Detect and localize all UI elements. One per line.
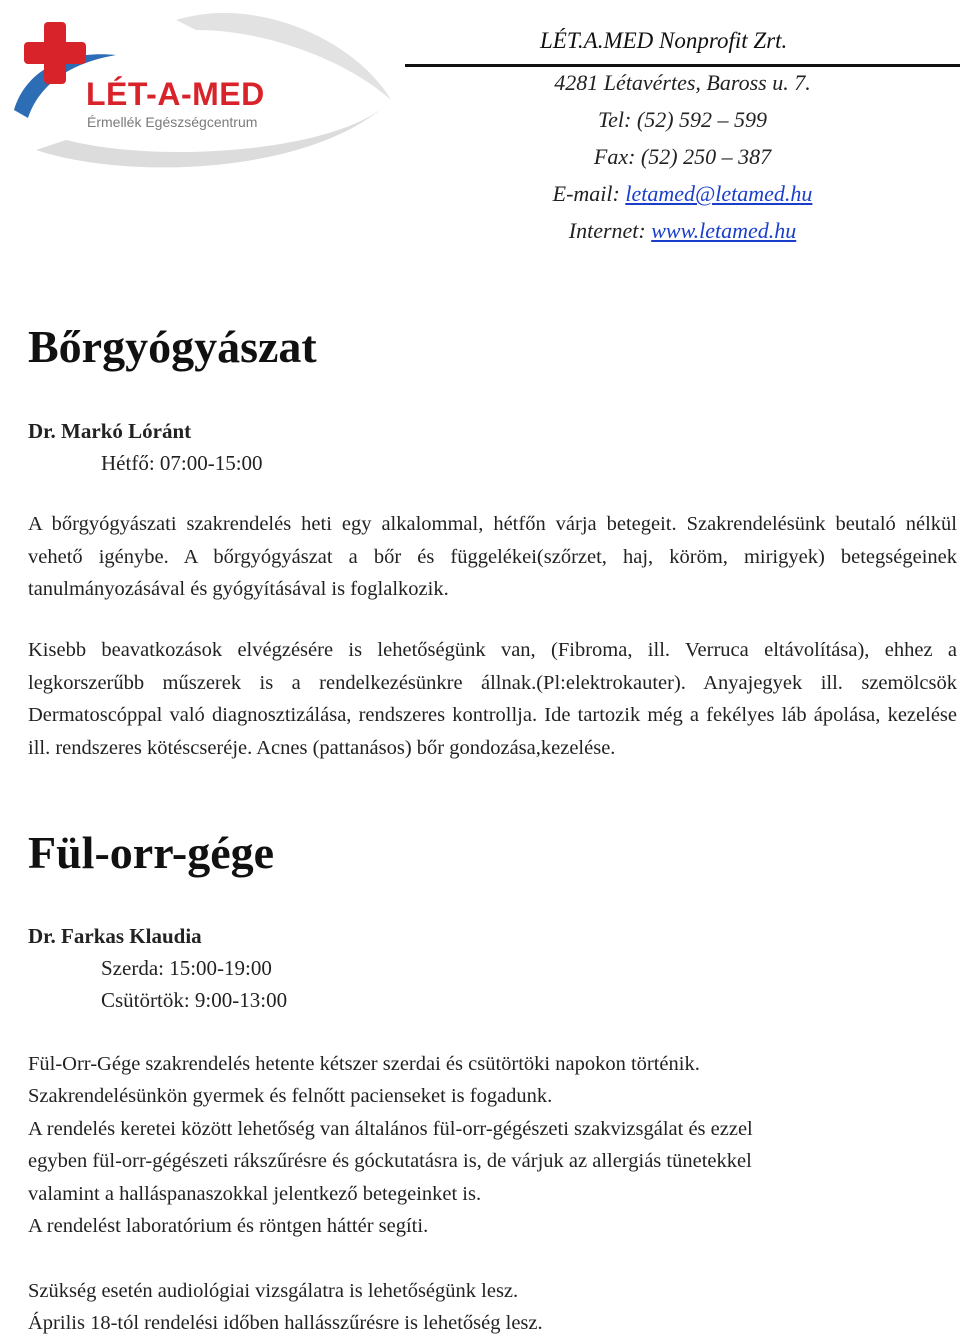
logo-name: LÉT-A-MED: [86, 76, 265, 112]
text-line: Szakrendelésünkön gyermek és felnőtt pacienseket is fogadunk.: [28, 1085, 553, 1107]
text-line: Szükség esetén audiológiai vizsgálatra is lehetőségünk lesz.: [28, 1280, 519, 1302]
doctor-name: Dr. Markó Lóránt: [28, 419, 192, 443]
text-line: Fül-Orr-Gége szakrendelés hetente kétszer szerdai és csütörtöki napokon történik.: [28, 1053, 700, 1075]
office-hours: Hétfő: 07:00-15:00: [101, 451, 263, 475]
text-line: A rendelés keretei között lehetőség van általános fül-orr-gégészeti szakvizsgálat és ezzel: [28, 1118, 753, 1140]
office-hours: Csütörtök: 9:00-13:00: [101, 988, 288, 1012]
address: 4281 Létavértes, Baross u. 7.: [554, 70, 811, 95]
internet-label: Internet:: [568, 218, 646, 243]
fax: Fax: (52) 250 – 387: [593, 144, 772, 169]
website-link[interactable]: www.letamed.hu: [651, 218, 797, 243]
paragraph-derm-intro: A bőrgyógyászati szakrendelés heti egy alkalommal, hétfőn várja betegeit. Szakrendelésünk beutaló nélkül vehető igénybe. A bőrgyógyászat a bőr és függelékei(szőrzet, haj, köröm, mirigyek) betegségeinek tanulmányozásával és gyógyításával is foglalkozik.: [28, 513, 957, 600]
doctor-name: Dr. Farkas Klaudia: [28, 924, 202, 948]
text-line: valamint a halláspanaszokkal jelentkező betegeinket is.: [28, 1183, 482, 1205]
text-line: Április 18-tól rendelési időben hallásszűrésre is lehetőség lesz.: [28, 1312, 543, 1334]
text-line: A rendelést laboratórium és röntgen háttér segíti.: [28, 1215, 429, 1237]
logo-tagline: Érmellék Egészségcentrum: [87, 114, 258, 130]
section-title-ent: Fül-orr-gége: [28, 827, 275, 878]
paragraph-derm-procedures: Kisebb beavatkozások elvégzésére is lehetőségünk van, (Fibroma, ill. Verruca eltávolítása), ehhez a legkorszerűbb műszerek is a rendelkezésünkre állnak.(Pl:elektrokauter). Anyajegyek ill. szemölcsök Dermatoscóppal való diagnosztizálása, rendszeres kontrollja. Ide tartozik még a fekélyes láb ápolása, kezelése ill. rendszeres kötéscseréje. Acnes (pattanásos) bőr gondozása,kezelése.: [28, 639, 957, 759]
email-label: E-mail:: [552, 181, 620, 206]
letterhead-divider: [405, 64, 960, 67]
medical-cross-icon: [24, 22, 86, 84]
phone: Tel: (52) 592 – 599: [597, 107, 768, 132]
company-logo: [6, 0, 406, 185]
internet-line: [405, 218, 960, 244]
section-title-dermatology: Bőrgyógyászat: [28, 321, 317, 372]
office-hours: Szerda: 15:00-19:00: [101, 956, 272, 980]
email-line: [405, 181, 960, 207]
text-line: egyben fül-orr-gégészeti rákszűrésre és góckutatásra is, de várjuk az allergiás tünetekkel: [28, 1150, 752, 1172]
company-name: LÉT.A.MED Nonprofit Zrt.: [540, 28, 788, 53]
email-link[interactable]: letamed@letamed.hu: [625, 181, 813, 206]
